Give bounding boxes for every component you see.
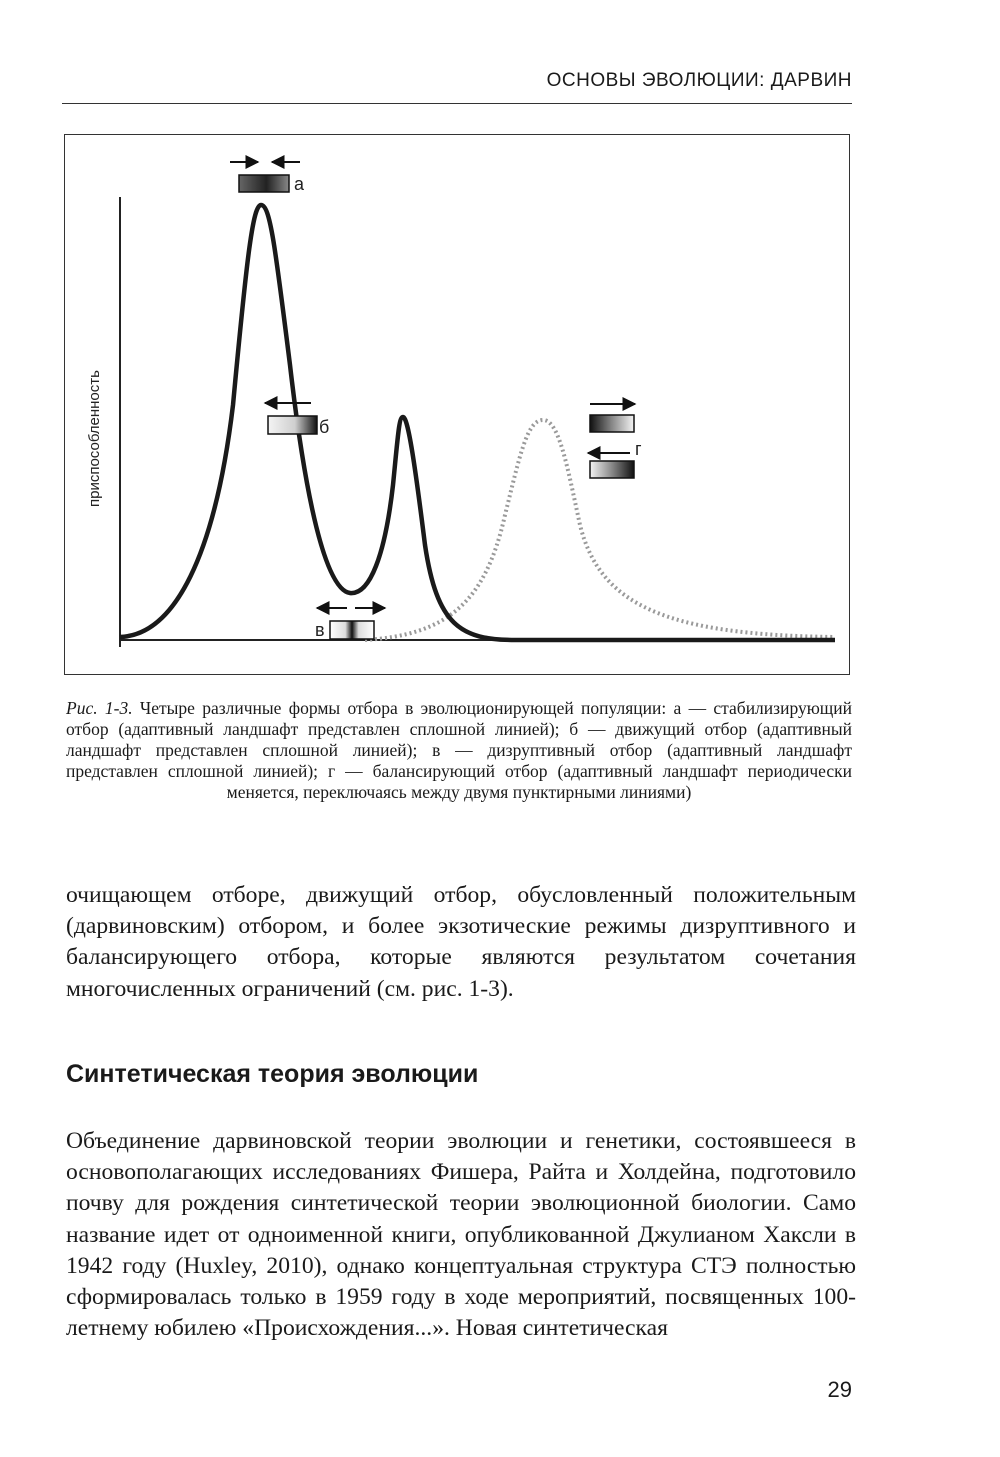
section-heading: Синтетическая теория эволюции	[66, 1060, 479, 1088]
figure-number: Рис. 1-3.	[66, 698, 133, 718]
figure-caption	[66, 698, 852, 803]
population-bar-b	[268, 416, 317, 434]
body-paragraph-2: Объединение дарвиновской теории эволюции и генетики, состоявшееся в основополагающих исследованиях Фишера, Райта и Холдейна, подготовило почву для рождения синтетической теории эволюционной биологии. Само название идет от одноименной книги, опубликованной Джулианом Хаксли в 1942 году (Huxley, 2010), однако концептуальная структура СТЭ полностью сформировалась только в 1959 году в ходе мероприятий, посвященных 100-летнему юбилею «Происхождения...». Новая синтетическая	[66, 1128, 856, 1342]
population-bar-v	[330, 621, 374, 639]
running-head: ОСНОВЫ ЭВОЛЮЦИИ: ДАРВИН	[546, 70, 852, 91]
y-axis-label: приспособленность	[86, 370, 103, 507]
population-bar-g-top	[590, 415, 634, 432]
population-bar-a	[239, 175, 289, 192]
selection-figure	[65, 135, 850, 675]
page-number: 29	[827, 1377, 852, 1402]
header-rule	[62, 103, 852, 104]
solid-landscape-curve	[120, 205, 835, 640]
figure-frame	[64, 134, 850, 675]
body-paragraph-1: очищающем отборе, движущий отбор, обусловленный положительным (дарвиновским) отбором, и более экзотические режимы дизруптивного и балансирующего отбора, которые являются результатом сочетания многочисленных ограничений (см. рис. 1-3).	[66, 882, 856, 1002]
population-bar-g-bottom	[590, 461, 634, 478]
label-a: а	[294, 174, 305, 194]
label-g: г	[635, 439, 642, 459]
label-v: в	[315, 620, 325, 640]
figure-caption-text: Четыре различные формы отбора в эволюционирующей популяции: а — стабилизирующий отбор (адаптивный ландшафт представлен сплошной линией); б — движущий отбор (адаптивный ландшафт представлен сплошной линией); в — дизруптивный отбор (адаптивный ландшафт представлен сплошной линией); г — балансирующий отбор (адаптивный ландшафт периодически меняется, переключаясь между двумя пунктирными линиями)	[66, 698, 852, 802]
label-b: б	[319, 417, 330, 437]
